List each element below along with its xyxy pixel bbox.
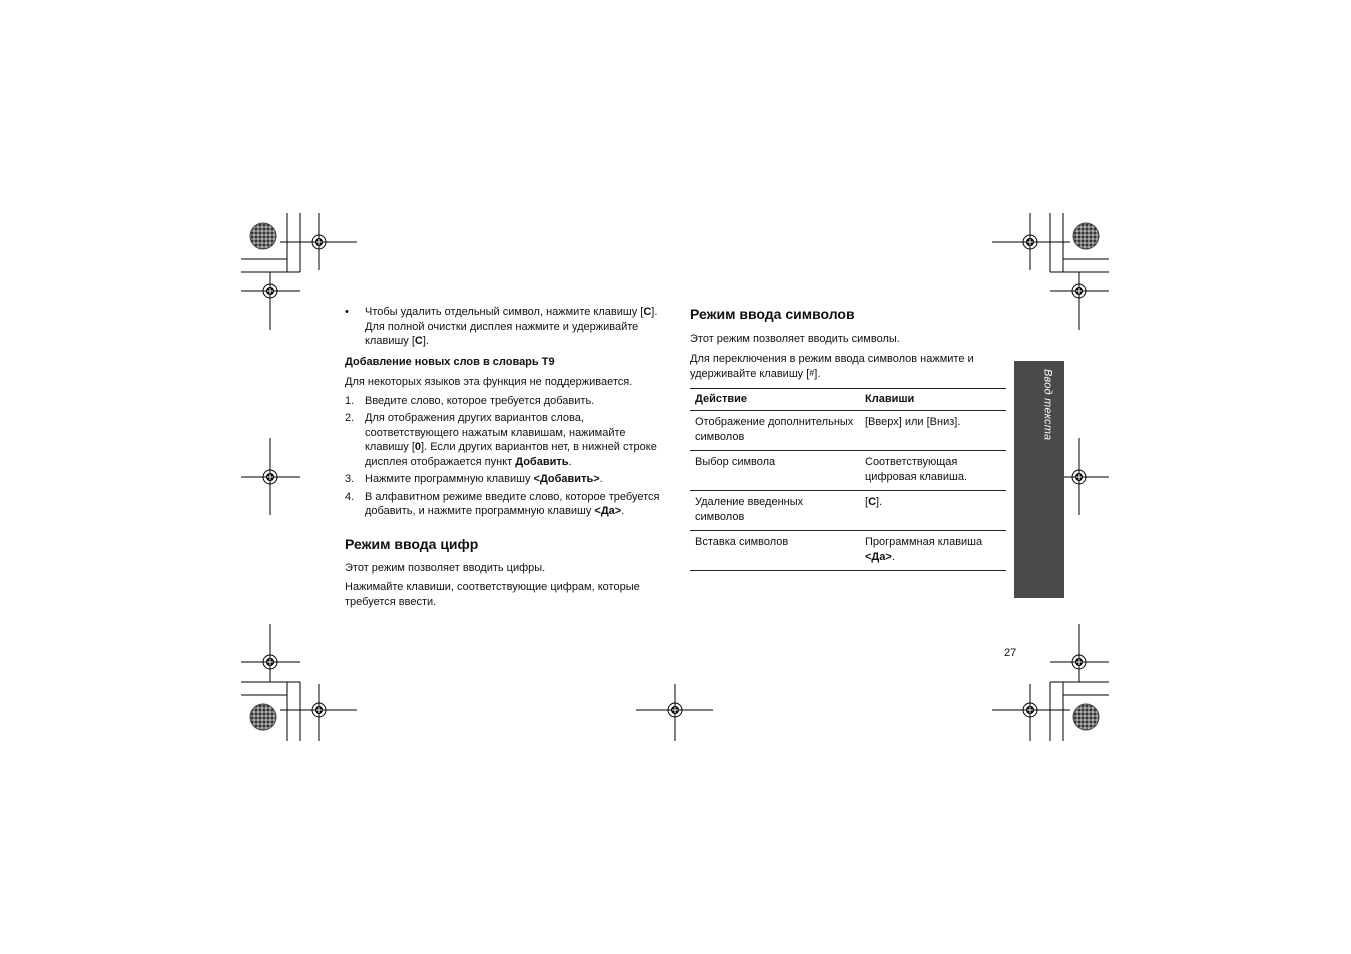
digits-paragraph-1: Этот режим позволяет вводить цифры. [345,561,546,574]
t9-note: Для некоторых языков эта функция не поддерживается. [345,376,633,388]
cell-action: Удаление введенных символов [690,491,860,531]
t9-heading: Добавление новых слов в словарь Т9 [345,355,555,368]
section-side-tab [1014,361,1064,598]
cell-action: Отображение дополнительных символов [690,411,860,451]
table-row [690,411,1006,451]
symbols-paragraph-1: Этот режим позволяет вводить символы. [690,333,900,345]
symbols-mode-heading: Режим ввода символов [690,306,855,322]
cell-keys: [Вверх] или [Вниз]. [860,411,1006,451]
list-item: 1. Введите слово, которое требуется добавить. [345,394,595,407]
table-row [690,451,1006,491]
bullet-text: Чтобы удалить отдельный символ, нажмите клавишу [C]. Для полной очистки дисплея нажмите и удерживайте клавишу [C]. [365,306,658,347]
t9-steps-list [345,394,660,519]
cell-action: Выбор символа [690,451,860,491]
key-c: C [414,335,423,347]
symbols-keys-table [690,388,1006,572]
hash-key-icon: # [809,368,815,378]
left-column [345,305,660,613]
digits-mode-heading: Режим ввода цифр [345,535,479,552]
right-column [690,305,1006,571]
table-header-row [690,388,1006,411]
table-row [690,531,1006,571]
table-row [690,491,1006,531]
side-tab-label: Ввод текста [1041,369,1054,441]
bullet-item-delete [345,305,660,349]
list-item: 2. Для отображения других вариантов слова, соответствующего нажатым клавишам, нажимайте клавишу [0]. Если других вариантов нет, в нижней строке дисплея отображается пункт Добавить. [345,412,657,468]
page-number: 27 [1004,647,1017,659]
cell-keys: Соответствующая цифровая клавиша. [860,451,1006,491]
cell-keys: [C]. [860,491,1006,531]
digits-paragraph-2: Нажимайте клавиши, соответствующие цифрам, которые требуется ввести. [345,581,640,608]
column-header-action: Действие [690,388,860,411]
list-item: 3. Нажмите программную клавишу <Добавить>. [345,473,603,485]
list-item: 4. В алфавитном режиме введите слово, которое требуется добавить, и нажмите программную клавишу <Да>. [345,490,660,517]
column-header-keys: Клавиши [860,388,1006,411]
cell-action: Вставка символов [690,531,860,571]
bullet-mark: • [345,306,349,318]
symbols-paragraph-2: Для переключения в режим ввода символов нажмите и удерживайте клавишу [#]. [690,352,974,380]
cell-keys: Программная клавиша <Да>. [860,531,1006,571]
key-c: C [643,306,652,318]
